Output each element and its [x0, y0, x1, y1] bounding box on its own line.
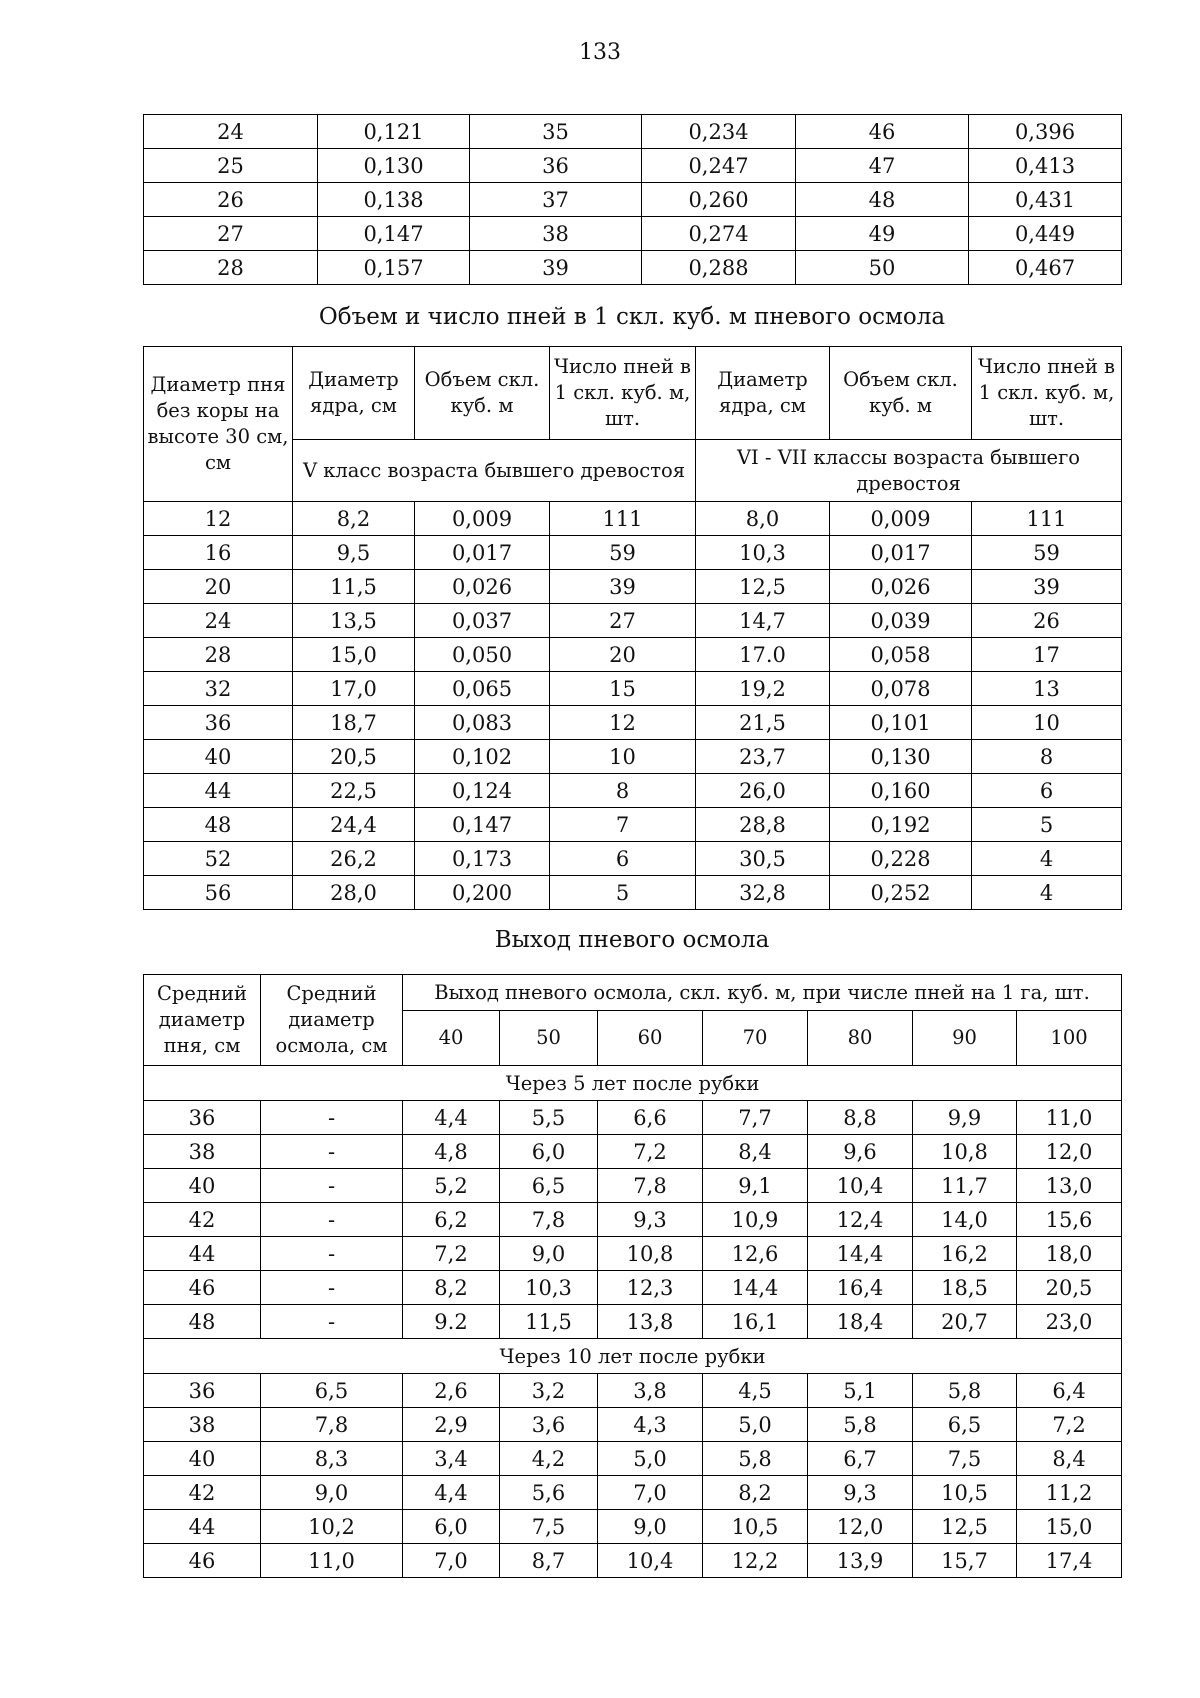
table-cell: 8,8: [808, 1101, 913, 1135]
header-volume-vi: Объем скл. куб. м: [830, 347, 972, 440]
table-cell: 0,009: [415, 502, 550, 536]
section-row: [144, 1339, 1122, 1374]
table-cell: 36: [470, 149, 642, 183]
table-cell: 44: [144, 774, 293, 808]
table-cell: 12: [550, 706, 696, 740]
table-cell: 37: [470, 183, 642, 217]
table-cell: 14,7: [696, 604, 830, 638]
table-cell: 40: [144, 740, 293, 774]
table-cell: 0,083: [415, 706, 550, 740]
table-cell: 6,5: [261, 1374, 403, 1408]
table-row: [144, 502, 1122, 536]
table-cell: 52: [144, 842, 293, 876]
table-cell: 5,8: [703, 1442, 808, 1476]
table-cell: 8,4: [703, 1135, 808, 1169]
table-cell: 5,1: [808, 1374, 913, 1408]
header-stump-count: 70: [703, 1011, 808, 1066]
table-cell: 9,9: [913, 1101, 1017, 1135]
table-cell: 0,274: [642, 217, 796, 251]
table-cell: 0,037: [415, 604, 550, 638]
table-cell: 50: [796, 251, 969, 285]
table-cell: 0,449: [969, 217, 1122, 251]
header-avg-stump-diameter: Средний диаметр пня, см: [144, 975, 261, 1066]
table-cell: 42: [144, 1203, 261, 1237]
table-cell: 4,4: [403, 1476, 500, 1510]
table-cell: 4,4: [403, 1101, 500, 1135]
table-cell: 5: [972, 808, 1122, 842]
table-cell: 19,2: [696, 672, 830, 706]
table-cell: 28,0: [293, 876, 415, 910]
table-cell: 9,0: [261, 1476, 403, 1510]
table-cell: 8,2: [403, 1271, 500, 1305]
table-cell: 15: [550, 672, 696, 706]
table-cell: 0,431: [969, 183, 1122, 217]
table-cell: 20: [144, 570, 293, 604]
table-cell: 0,058: [830, 638, 972, 672]
table-cell: 5,0: [703, 1408, 808, 1442]
table-cell: 16,4: [808, 1271, 913, 1305]
table-cell: 39: [550, 570, 696, 604]
table-cell: 39: [470, 251, 642, 285]
table-cell: 7,8: [261, 1408, 403, 1442]
header-stump-count: 40: [403, 1011, 500, 1066]
stump-volume-table-caption: Объем и число пней в 1 скл. куб. м пневого осмола: [318, 304, 946, 330]
table-row: [144, 604, 1122, 638]
table-cell: 8,2: [293, 502, 415, 536]
table-cell: 13,5: [293, 604, 415, 638]
table-cell: 42: [144, 1476, 261, 1510]
table-cell: 6,5: [500, 1169, 598, 1203]
table-cell: 36: [144, 1101, 261, 1135]
table-cell: 22,5: [293, 774, 415, 808]
table-cell: 13,9: [808, 1544, 913, 1578]
table-cell: 27: [144, 217, 318, 251]
table-cell: 6,2: [403, 1203, 500, 1237]
table-row: [144, 808, 1122, 842]
table-cell: 6,7: [808, 1442, 913, 1476]
table-cell: 0,157: [318, 251, 470, 285]
table-cell: 4,3: [598, 1408, 703, 1442]
table-cell: 0,200: [415, 876, 550, 910]
table-cell: 8,2: [703, 1476, 808, 1510]
table-cell: 2,9: [403, 1408, 500, 1442]
table-cell: 36: [144, 706, 293, 740]
table-cell: 10,4: [808, 1169, 913, 1203]
table-cell: 12,3: [598, 1271, 703, 1305]
table-cell: 20,7: [913, 1305, 1017, 1339]
table-cell: 44: [144, 1237, 261, 1271]
table-row: [144, 842, 1122, 876]
table-row: [144, 183, 1122, 217]
header-core-diameter-v: Диаметр ядра, см: [293, 347, 415, 440]
table-cell: 16,2: [913, 1237, 1017, 1271]
table-cell: 111: [972, 502, 1122, 536]
table-cell: 6,0: [500, 1135, 598, 1169]
table-row: [144, 876, 1122, 910]
table-cell: 12,2: [703, 1544, 808, 1578]
table-cell: 28: [144, 251, 318, 285]
table-cell: -: [261, 1237, 403, 1271]
table-cell: 14,4: [703, 1271, 808, 1305]
table-cell: -: [261, 1271, 403, 1305]
table-cell: 10,5: [703, 1510, 808, 1544]
table-cell: 3,6: [500, 1408, 598, 1442]
table-cell: 5: [550, 876, 696, 910]
table-cell: 5,8: [913, 1374, 1017, 1408]
resin-yield-table: [143, 974, 1122, 1578]
table-cell: 28: [144, 638, 293, 672]
table-cell: 38: [470, 217, 642, 251]
table-cell: 15,0: [1017, 1510, 1122, 1544]
table-cell: 36: [144, 1374, 261, 1408]
table-cell: 26,0: [696, 774, 830, 808]
table-cell: 0,101: [830, 706, 972, 740]
table-cell: -: [261, 1135, 403, 1169]
table-cell: 10: [972, 706, 1122, 740]
table-cell: 7,2: [403, 1237, 500, 1271]
table-cell: 11,5: [500, 1305, 598, 1339]
table-cell: 6: [550, 842, 696, 876]
table-cell: 10,2: [261, 1510, 403, 1544]
section-title: Через 5 лет после рубки: [144, 1066, 1122, 1101]
page-number: 133: [579, 40, 621, 65]
table-cell: 7,5: [500, 1510, 598, 1544]
table-cell: 3,2: [500, 1374, 598, 1408]
table-cell: 11,0: [1017, 1101, 1122, 1135]
table-cell: 8: [550, 774, 696, 808]
table-cell: 18,0: [1017, 1237, 1122, 1271]
table-cell: 32: [144, 672, 293, 706]
table-cell: 9,3: [808, 1476, 913, 1510]
table-cell: 23,7: [696, 740, 830, 774]
table-row: [144, 251, 1122, 285]
table-cell: 5,8: [808, 1408, 913, 1442]
table-cell: 4: [972, 842, 1122, 876]
table-cell: 11,0: [261, 1544, 403, 1578]
table-cell: 17,4: [1017, 1544, 1122, 1578]
header-stump-count-vi: Число пней в 1 скл. куб. м, шт.: [972, 347, 1122, 440]
table-cell: 4,8: [403, 1135, 500, 1169]
table-cell: 7,8: [500, 1203, 598, 1237]
table-cell: 6: [972, 774, 1122, 808]
table-cell: 38: [144, 1135, 261, 1169]
table-cell: 39: [972, 570, 1122, 604]
table-cell: 7,0: [598, 1476, 703, 1510]
table-cell: 5,2: [403, 1169, 500, 1203]
table-row: [144, 672, 1122, 706]
table-cell: 44: [144, 1510, 261, 1544]
table-cell: 4,2: [500, 1442, 598, 1476]
table-cell: 15,6: [1017, 1203, 1122, 1237]
table-cell: 0,413: [969, 149, 1122, 183]
table-cell: 7,0: [403, 1544, 500, 1578]
table-cell: 18,7: [293, 706, 415, 740]
table-cell: 49: [796, 217, 969, 251]
table-row: [144, 706, 1122, 740]
table-cell: 6,4: [1017, 1374, 1122, 1408]
table-cell: 12,0: [1017, 1135, 1122, 1169]
table-row: [144, 1271, 1122, 1305]
table-row: [144, 217, 1122, 251]
table-cell: 14,0: [913, 1203, 1017, 1237]
header-stump-count: 100: [1017, 1011, 1122, 1066]
table-cell: 9,3: [598, 1203, 703, 1237]
table-cell: 12: [144, 502, 293, 536]
table-cell: 18,5: [913, 1271, 1017, 1305]
table-cell: 17.0: [696, 638, 830, 672]
table-cell: 8,0: [696, 502, 830, 536]
table-cell: 35: [470, 115, 642, 149]
table-row: [144, 638, 1122, 672]
table-cell: 26: [144, 183, 318, 217]
table-row: [144, 774, 1122, 808]
table-cell: 12,5: [913, 1510, 1017, 1544]
table-cell: -: [261, 1169, 403, 1203]
table-cell: 28,8: [696, 808, 830, 842]
table-cell: 47: [796, 149, 969, 183]
table-row: [144, 149, 1122, 183]
table-row: [144, 115, 1122, 149]
table-cell: 10,8: [598, 1237, 703, 1271]
continuation-table-body: [144, 115, 1122, 285]
table-cell: 16,1: [703, 1305, 808, 1339]
table-cell: 5,6: [500, 1476, 598, 1510]
table-cell: 8,4: [1017, 1442, 1122, 1476]
table-cell: 11,2: [1017, 1476, 1122, 1510]
header-stump-diameter: Диаметр пня без коры на высоте 30 см, см: [144, 347, 293, 502]
table-row: [144, 1305, 1122, 1339]
table-header-row: [144, 975, 1122, 1011]
table-cell: 40: [144, 1169, 261, 1203]
table-cell: 0,252: [830, 876, 972, 910]
table-cell: 8: [972, 740, 1122, 774]
table-cell: 24: [144, 115, 318, 149]
table-row: [144, 536, 1122, 570]
table-cell: 0,009: [830, 502, 972, 536]
resin-yield-table-body: [144, 975, 1122, 1578]
table-cell: 9,0: [500, 1237, 598, 1271]
section-title: Через 10 лет после рубки: [144, 1339, 1122, 1374]
table-cell: 12,5: [696, 570, 830, 604]
table-cell: 25: [144, 149, 318, 183]
table-cell: 17: [972, 638, 1122, 672]
header-stump-count: 60: [598, 1011, 703, 1066]
table-row: [144, 1374, 1122, 1408]
table-cell: 0,228: [830, 842, 972, 876]
table-cell: 7,2: [1017, 1408, 1122, 1442]
table-cell: 48: [144, 808, 293, 842]
table-cell: 0,147: [415, 808, 550, 842]
table-cell: 0,260: [642, 183, 796, 217]
table-cell: 10,5: [913, 1476, 1017, 1510]
table-cell: 12,0: [808, 1510, 913, 1544]
table-cell: 4,5: [703, 1374, 808, 1408]
table-cell: 0,173: [415, 842, 550, 876]
table-cell: 9.2: [403, 1305, 500, 1339]
table-cell: 9,5: [293, 536, 415, 570]
table-cell: 9,0: [598, 1510, 703, 1544]
section-row: [144, 1066, 1122, 1101]
table-cell: 13,0: [1017, 1169, 1122, 1203]
table-cell: 20,5: [293, 740, 415, 774]
table-cell: 59: [550, 536, 696, 570]
table-cell: 23,0: [1017, 1305, 1122, 1339]
header-core-diameter-vi: Диаметр ядра, см: [696, 347, 830, 440]
table-cell: 32,8: [696, 876, 830, 910]
table-cell: 0,130: [318, 149, 470, 183]
header-stump-count: 50: [500, 1011, 598, 1066]
table-cell: 20,5: [1017, 1271, 1122, 1305]
table-cell: 111: [550, 502, 696, 536]
header-stump-count-v: Число пней в 1 скл. куб. м, шт.: [550, 347, 696, 440]
table-cell: 0,192: [830, 808, 972, 842]
header-class-vi-vii: VI - VII классы возраста бывшего древостоя: [696, 440, 1122, 502]
table-cell: 0,050: [415, 638, 550, 672]
table-cell: 0,130: [830, 740, 972, 774]
table-cell: 16: [144, 536, 293, 570]
table-row: [144, 1544, 1122, 1578]
table-cell: 21,5: [696, 706, 830, 740]
table-cell: 48: [144, 1305, 261, 1339]
table-cell: 15,0: [293, 638, 415, 672]
table-cell: 10,4: [598, 1544, 703, 1578]
table-cell: 38: [144, 1408, 261, 1442]
table-row: [144, 1476, 1122, 1510]
table-cell: 0,147: [318, 217, 470, 251]
table-cell: 12,4: [808, 1203, 913, 1237]
table-row: [144, 1510, 1122, 1544]
table-row: [144, 740, 1122, 774]
table-cell: 20: [550, 638, 696, 672]
table-cell: 46: [144, 1544, 261, 1578]
table-cell: 13: [972, 672, 1122, 706]
table-cell: 7,7: [703, 1101, 808, 1135]
table-cell: 10,8: [913, 1135, 1017, 1169]
header-stump-count: 90: [913, 1011, 1017, 1066]
table-cell: 10,3: [696, 536, 830, 570]
table-cell: 9,1: [703, 1169, 808, 1203]
table-cell: 3,8: [598, 1374, 703, 1408]
table-cell: 24: [144, 604, 293, 638]
table-cell: 0,026: [830, 570, 972, 604]
table-cell: 0,247: [642, 149, 796, 183]
table-cell: 0,017: [830, 536, 972, 570]
table-cell: 7: [550, 808, 696, 842]
resin-yield-table-caption: Выход пневого осмола: [494, 927, 770, 953]
table-cell: 26,2: [293, 842, 415, 876]
table-cell: 6,5: [913, 1408, 1017, 1442]
table-cell: 6,0: [403, 1510, 500, 1544]
table-cell: -: [261, 1203, 403, 1237]
stump-volume-table-body: [144, 347, 1122, 910]
table-cell: 7,8: [598, 1169, 703, 1203]
table-cell: 0,138: [318, 183, 470, 217]
table-row: [144, 570, 1122, 604]
table-cell: -: [261, 1305, 403, 1339]
table-cell: 0,396: [969, 115, 1122, 149]
table-cell: 3,4: [403, 1442, 500, 1476]
table-cell: 59: [972, 536, 1122, 570]
table-cell: 0,026: [415, 570, 550, 604]
table-cell: 7,2: [598, 1135, 703, 1169]
table-cell: 0,288: [642, 251, 796, 285]
table-cell: 15,7: [913, 1544, 1017, 1578]
table-cell: 12,6: [703, 1237, 808, 1271]
table-cell: 5,0: [598, 1442, 703, 1476]
table-cell: 10,3: [500, 1271, 598, 1305]
table-row: [144, 1237, 1122, 1271]
table-cell: 18,4: [808, 1305, 913, 1339]
table-cell: 9,6: [808, 1135, 913, 1169]
table-cell: -: [261, 1101, 403, 1135]
table-cell: 56: [144, 876, 293, 910]
table-cell: 0,017: [415, 536, 550, 570]
table-cell: 0,467: [969, 251, 1122, 285]
table-cell: 10: [550, 740, 696, 774]
table-cell: 46: [144, 1271, 261, 1305]
table-row: [144, 1203, 1122, 1237]
table-header-row: [144, 347, 1122, 440]
table-cell: 0,078: [830, 672, 972, 706]
table-cell: 2,6: [403, 1374, 500, 1408]
table-cell: 0,124: [415, 774, 550, 808]
table-cell: 30,5: [696, 842, 830, 876]
table-row: [144, 1408, 1122, 1442]
table-cell: 13,8: [598, 1305, 703, 1339]
table-cell: 0,102: [415, 740, 550, 774]
table-cell: 0,121: [318, 115, 470, 149]
header-class-v: V класс возраста бывшего древостоя: [293, 440, 696, 502]
header-stump-count: 80: [808, 1011, 913, 1066]
table-cell: 26: [972, 604, 1122, 638]
table-cell: 0,039: [830, 604, 972, 638]
table-cell: 8,7: [500, 1544, 598, 1578]
stump-volume-table: [143, 346, 1122, 910]
header-avg-resin-diameter: Средний диаметр осмола, см: [261, 975, 403, 1066]
table-row: [144, 1135, 1122, 1169]
continuation-table: [143, 114, 1122, 285]
table-cell: 11,5: [293, 570, 415, 604]
table-cell: 0,160: [830, 774, 972, 808]
table-cell: 27: [550, 604, 696, 638]
table-cell: 17,0: [293, 672, 415, 706]
table-cell: 46: [796, 115, 969, 149]
table-row: [144, 1169, 1122, 1203]
table-cell: 24,4: [293, 808, 415, 842]
table-cell: 48: [796, 183, 969, 217]
table-row: [144, 1101, 1122, 1135]
table-cell: 0,234: [642, 115, 796, 149]
table-cell: 11,7: [913, 1169, 1017, 1203]
table-cell: 10,9: [703, 1203, 808, 1237]
table-cell: 6,6: [598, 1101, 703, 1135]
table-row: [144, 1442, 1122, 1476]
table-cell: 4: [972, 876, 1122, 910]
table-cell: 14,4: [808, 1237, 913, 1271]
header-yield: Выход пневого осмола, скл. куб. м, при числе пней на 1 га, шт.: [403, 975, 1122, 1011]
header-volume-v: Объем скл. куб. м: [415, 347, 550, 440]
table-cell: 7,5: [913, 1442, 1017, 1476]
table-cell: 40: [144, 1442, 261, 1476]
table-cell: 0,065: [415, 672, 550, 706]
table-cell: 8,3: [261, 1442, 403, 1476]
table-cell: 5,5: [500, 1101, 598, 1135]
